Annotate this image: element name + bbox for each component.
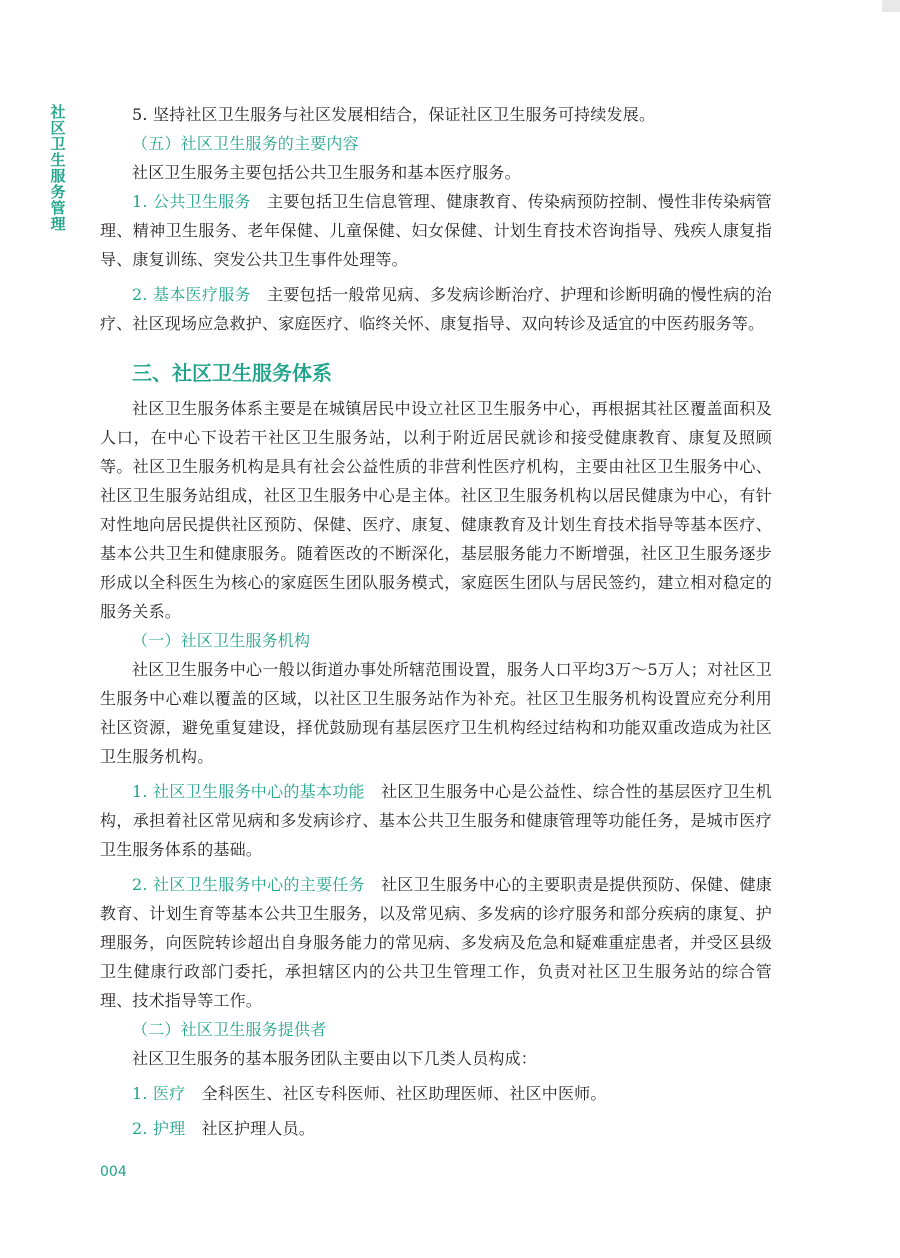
paragraph xyxy=(100,187,772,274)
item-text: 主要包括卫生信息管理、健康教育、传染病预防控制、慢性非传染病管理、精神卫生服务、老年保健、儿童保健、妇女保健、计划生育技术咨询指导、残疾人康复指导、康复训练、突发公共卫生事件处理等。 xyxy=(100,192,773,269)
item-lead: 2. 社区卫生服务中心的主要任务 xyxy=(132,875,365,894)
item-text: 社区卫生服务中心是公益性、综合性的基层医疗卫生机构，承担着社区常见病和多发病诊疗、基本公共卫生服务和健康管理等功能任务，是城市医疗卫生服务体系的基础。 xyxy=(100,782,772,859)
item-lead: 1. 公共卫生服务 xyxy=(132,192,251,211)
item-lead: 2. 护理 xyxy=(132,1119,186,1138)
subheading: （二）社区卫生服务提供者 xyxy=(132,1020,327,1039)
item-lead: 1. 社区卫生服务中心的基本功能 xyxy=(132,782,365,801)
item-text: 社区护理人员。 xyxy=(201,1119,315,1138)
page-number: 004 xyxy=(100,1164,127,1180)
paragraph xyxy=(100,280,772,338)
item-text: 全科医生、社区专科医师、社区助理医师、社区中医师。 xyxy=(201,1084,607,1103)
subheading: （五）社区卫生服务的主要内容 xyxy=(132,134,359,153)
item-text: 社区卫生服务中心的主要职责是提供预防、保健、健康教育、计划生育等基本公共卫生服务，以及常见病、多发病的诊疗服务和部分疾病的康复、护理服务，向医院转诊超出自身服务能力的常见病、多发病及危急和疑难重症患者，并受区县级卫生健康行政部门委托，承担辖区内的公共卫生管理工作，负责对社区卫生服务站的综合管理、技术指导等工作。 xyxy=(100,875,772,1010)
subheading: （一）社区卫生服务机构 xyxy=(132,631,311,650)
paragraph xyxy=(100,1114,772,1143)
page-content xyxy=(100,100,772,1143)
paragraph xyxy=(100,870,772,1015)
corner-mark xyxy=(882,0,900,12)
section-heading: 三、社区卫生服务体系 xyxy=(132,361,332,385)
item-lead: 1. 医疗 xyxy=(132,1084,186,1103)
paragraph: 5. 坚持社区卫生服务与社区发展相结合，保证社区卫生服务可持续发展。 xyxy=(132,105,656,124)
paragraph: 社区卫生服务体系主要是在城镇居民中设立社区卫生服务中心，再根据其社区覆盖面积及人口，在中心下设若干社区卫生服务站，以利于附近居民就诊和接受健康教育、康复及照顾等。社区卫生服务机构是具有社会公益性质的非营利性医疗机构，主要由社区卫生服务中心、社区卫生服务站组成，社区卫生服务中心是主体。社区卫生服务机构以居民健康为中心，有针对性地向居民提供社区预防、保健、医疗、康复、健康教育及计划生育技术指导等基本医疗、基本公共卫生和健康服务。随着医改的不断深化，基层服务能力不断增强，社区卫生服务逐步形成以全科医生为核心的家庭医生团队服务模式，家庭医生团队与居民签约，建立相对稳定的服务关系。 xyxy=(100,399,772,621)
paragraph xyxy=(100,1079,772,1108)
paragraph: 社区卫生服务主要包括公共卫生服务和基本医疗服务。 xyxy=(132,163,521,182)
item-text: 主要包括一般常见病、多发病诊断治疗、护理和诊断明确的慢性病的治疗、社区现场应急救护、家庭医疗、临终关怀、康复指导、双向转诊及适宜的中医药服务等。 xyxy=(100,285,773,333)
running-side-title: 社区卫生服务管理 xyxy=(50,103,66,233)
paragraph xyxy=(100,777,772,864)
item-lead: 2. 基本医疗服务 xyxy=(132,285,251,304)
paragraph: 社区卫生服务中心一般以街道办事处所辖范围设置，服务人口平均3万～5万人；对社区卫生服务中心难以覆盖的区域，以社区卫生服务站作为补充。社区卫生服务机构设置应充分利用社区资源，避免重复建设，择优鼓励现有基层医疗卫生机构经过结构和功能双重改造成为社区卫生服务机构。 xyxy=(100,660,772,766)
paragraph: 社区卫生服务的基本服务团队主要由以下几类人员构成： xyxy=(132,1049,538,1068)
